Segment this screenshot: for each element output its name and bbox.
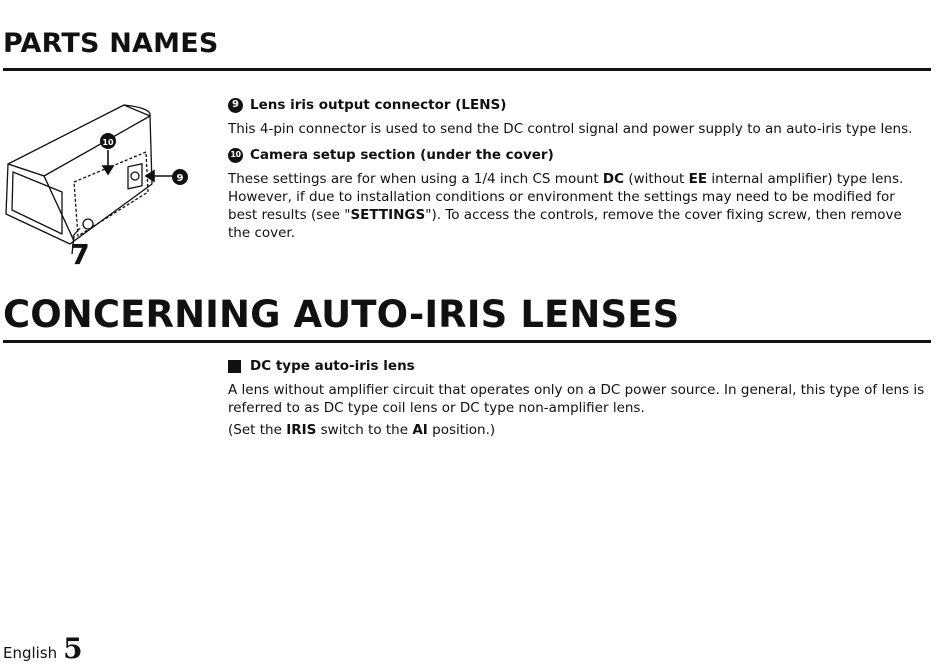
item-10-body-text-3: internal amplifier) type lens. However, if due to installation conditions or environment the settings may need to be modified for best results (see " xyxy=(228,171,904,223)
item-10-dc-term: DC xyxy=(602,171,625,187)
callout-9-label: 9 xyxy=(176,173,184,184)
parts-description xyxy=(228,96,928,250)
item-9-title-text: Lens iris output connector (LENS) xyxy=(250,97,507,113)
page-footer xyxy=(3,632,83,665)
item-10-ee-term: EE xyxy=(688,171,708,187)
item-10-settings-term: SETTINGS xyxy=(350,207,426,223)
camera-figure xyxy=(0,96,200,266)
note-iris-term: IRIS xyxy=(286,422,317,438)
number-9-icon: 9 xyxy=(228,98,243,113)
dc-lens-note xyxy=(228,421,928,439)
note-text-2: switch to the xyxy=(316,422,413,438)
dc-lens-body: A lens without amplifier circuit that operates only on a DC power source. In general, this type of lens is referred to as DC type coil lens or DC type non-amplifier lens. xyxy=(228,382,925,416)
item-10-body-text-1: These settings are for when using a 1/4 inch CS mount xyxy=(228,171,603,187)
dc-lens-subtitle xyxy=(228,357,928,375)
note-ai-term: AI xyxy=(412,422,428,438)
item-9-body: This 4-pin connector is used to send the DC control signal and power supply to an auto-iris type lens. xyxy=(228,121,913,137)
heading-rule xyxy=(3,68,931,71)
item-10-body-text-4: "). To access the controls, remove the cover fixing screw, then remove the cover. xyxy=(228,207,902,241)
parts-names-heading: PARTS NAMES xyxy=(3,28,219,59)
item-10-body xyxy=(228,170,928,242)
item-10-body-text-2: (without xyxy=(624,171,689,187)
dc-lens-subtitle-text: DC type auto-iris lens xyxy=(250,358,415,374)
callout-10-label: 10 xyxy=(102,138,114,147)
number-10-icon: 10 xyxy=(228,148,243,163)
callout-7-label: 7 xyxy=(70,238,90,266)
heading-rule xyxy=(3,340,931,343)
concerning-heading: CONCERNING AUTO-IRIS LENSES xyxy=(3,293,680,336)
note-text-1: (Set the xyxy=(228,422,287,438)
note-text-3: position.) xyxy=(427,422,496,438)
item-10-title xyxy=(228,146,928,164)
concerning-section xyxy=(228,357,928,447)
footer-language: English xyxy=(3,644,58,662)
item-10-title-text: Camera setup section (under the cover) xyxy=(250,147,554,163)
item-9-title xyxy=(228,96,928,114)
page-number: 5 xyxy=(63,632,83,665)
square-bullet-icon xyxy=(228,360,241,373)
